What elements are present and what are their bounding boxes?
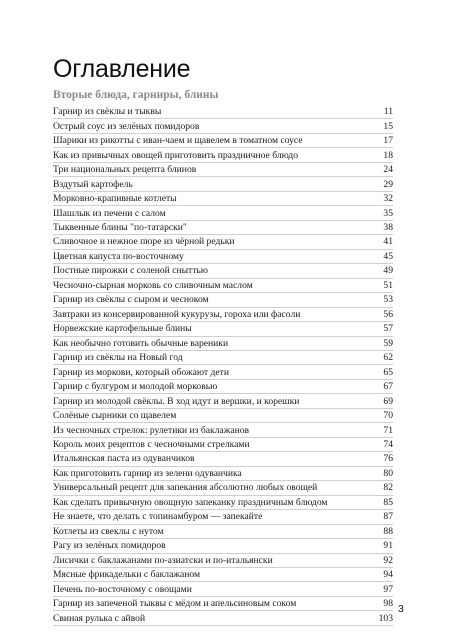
toc-entry-page: 17 [383,135,393,147]
toc-entry-title: Мясные фрикадельки с баклажаном [53,569,201,581]
toc-entry-page: 38 [383,221,393,233]
toc-entry[interactable] [53,438,393,452]
toc-entry[interactable] [53,293,393,307]
toc-entry-page: 49 [383,265,393,277]
toc-entry-title: Как сделать привычную овощную запеканку праздничным блюдом [53,496,328,508]
toc-entry[interactable] [53,119,393,133]
toc-entry-title: Печень по-восточному с овощами [53,583,192,595]
toc-entry-title: Гарнир из свёклы с сыром и чесноком [53,294,209,306]
toc-entry-title: Чесночно-сырная морковь со сливочным маслом [53,279,253,291]
toc-entry-title: Норвежские картофельные блины [53,323,192,335]
toc-entry[interactable] [53,206,393,220]
toc-entry-page: 92 [383,554,393,566]
toc-entry[interactable] [53,163,393,177]
toc-entry-page: 71 [383,424,393,436]
toc-entry-page: 59 [383,337,393,349]
toc-entry-title: Солёные сырники со щавелем [53,410,177,422]
toc-entry-page: 15 [383,120,393,132]
toc-entry[interactable] [53,380,393,394]
toc-entry-title: Король моих рецептов с чесночными стрелками [53,439,250,451]
toc-entry-page: 11 [383,106,393,118]
toc-entry-page: 24 [383,164,393,176]
toc-entry[interactable] [53,409,393,423]
toc-entry[interactable] [53,481,393,495]
toc-entry-title: Тыквенные блины "по-татарски" [53,221,187,233]
toc-entry-page: 70 [383,410,393,422]
toc-entry-page: 57 [383,323,393,335]
toc-entry-page: 87 [383,511,393,523]
toc-entry[interactable] [53,525,393,539]
toc-entry[interactable] [53,452,393,466]
toc-entry[interactable] [53,582,393,596]
toc-entry-page: 29 [383,178,393,190]
toc-entry-title: Свиная рулька с айвой [53,612,146,624]
toc-entry[interactable] [53,235,393,249]
toc-entry-title: Острый соус из зелёных помидоров [53,120,200,132]
toc-entry[interactable] [53,337,393,351]
toc-entry[interactable] [53,554,393,568]
toc-entry[interactable] [53,105,393,119]
toc-entry-page: 80 [383,467,393,479]
toc-entry[interactable] [53,365,393,379]
toc-entry-page: 85 [383,496,393,508]
toc-entry-page: 98 [383,598,393,610]
toc-entry-title: Универсальный рецепт для запекания абсолютно любых овощей [53,482,318,494]
toc-entry[interactable] [53,308,393,322]
toc-entry-title: Лисички с баклажанами по-азиатски и по-итальянски [53,554,273,566]
toc-entry-page: 45 [383,250,393,262]
toc-entry[interactable] [53,264,393,278]
page-title: Оглавление [53,55,191,83]
toc-entry-title: Постные пирожки с соленой сныттью [53,265,208,277]
toc-entry-title: Гарнир из моркови, который обожают дети [53,366,229,378]
toc-entry-title: Рагу из зелёных помидоров [53,540,166,552]
toc-entry-title: Из чесночных стрелок: рулетики из баклажанов [53,424,250,436]
page-number: 3 [398,603,404,615]
toc-entry-title: Гарнир из свёклы на Новый год [53,352,183,364]
toc-entry-title: Морковно-крапивные котлеты [53,193,177,205]
toc-entry-title: Гарнир из молодой свёклы. В ход идут и вершки, и корешки [53,395,300,407]
toc-entry-title: Цветная капуста по-восточному [53,250,184,262]
toc-entry-title: Вздутый картофель [53,178,133,190]
toc-entry-page: 51 [383,279,393,291]
toc-entry[interactable] [53,568,393,582]
toc-entry-title: Шашлык из печени с салом [53,207,166,219]
section-heading: Вторые блюда, гарниры, блины [53,89,219,101]
toc-entry[interactable] [53,177,393,191]
toc-entry[interactable] [53,467,393,481]
toc-entry[interactable] [53,148,393,162]
toc-entry-page: 76 [383,453,393,465]
toc-entry[interactable] [53,351,393,365]
toc-entry-page: 91 [383,540,393,552]
toc-entry-page: 94 [383,569,393,581]
toc-entry[interactable] [53,510,393,524]
toc-entry-page: 56 [383,308,393,320]
toc-entry[interactable] [53,322,393,336]
toc-entry-page: 53 [383,294,393,306]
toc-entry-title: Гарнир с булгуром и молодой морковью [53,381,218,393]
toc-entry-title: Итальянская паста из одуванчиков [53,453,195,465]
toc-entry[interactable] [53,394,393,408]
toc-entry[interactable] [53,423,393,437]
toc-entry[interactable] [53,134,393,148]
toc-entry-page: 32 [383,193,393,205]
toc-entry[interactable] [53,279,393,293]
toc-entry-page: 65 [383,366,393,378]
toc-entry-page: 62 [383,352,393,364]
toc-entry-page: 69 [383,395,393,407]
toc-entry[interactable] [53,250,393,264]
toc-entry[interactable] [53,192,393,206]
toc-entry-title: Шарики из рикотты с иван-чаем и щавелем в томатном соусе [53,135,303,147]
toc-entry[interactable] [53,597,393,611]
toc-entry-page: 82 [383,482,393,494]
toc-entry-title: Гарнир из запеченой тыквы с мёдом и апельсиновым соком [53,598,297,610]
toc-entry[interactable] [53,539,393,553]
toc-entry-title: Завтраки из консервированной кукурузы, гороха или фасоли [53,308,301,320]
toc-entry-title: Котлеты из свеклы с нутом [53,525,164,537]
toc-entry[interactable] [53,496,393,510]
toc-entry-page: 67 [383,381,393,393]
toc-entry-title: Не знаете, что делать с топинамбуром — запекайте [53,511,263,523]
toc-entry-page: 18 [383,149,393,161]
toc-entry-page: 88 [383,525,393,537]
toc-entry-title: Три национальных рецепта блинов [53,164,197,176]
toc-entry-page: 74 [383,439,393,451]
toc-entry-title: Гарнир из свёклы и тыквы [53,106,162,118]
toc-entry-title: Как приготовить гарнир из зелени одуванчика [53,467,242,479]
toc-entry-page: 41 [383,236,393,248]
table-of-contents [53,105,393,626]
toc-entry[interactable] [53,221,393,235]
toc-entry-page: 35 [383,207,393,219]
toc-entry-title: Как из привычных овощей приготовить праздничное блюдо [53,149,298,161]
toc-entry-page: 103 [378,612,393,624]
toc-entry-page: 97 [383,583,393,595]
toc-entry[interactable] [53,611,393,625]
toc-entry-title: Как необычно готовить обычные вареники [53,337,229,349]
toc-entry-title: Сливочное и нежное пюре из чёрной редьки [53,236,235,248]
